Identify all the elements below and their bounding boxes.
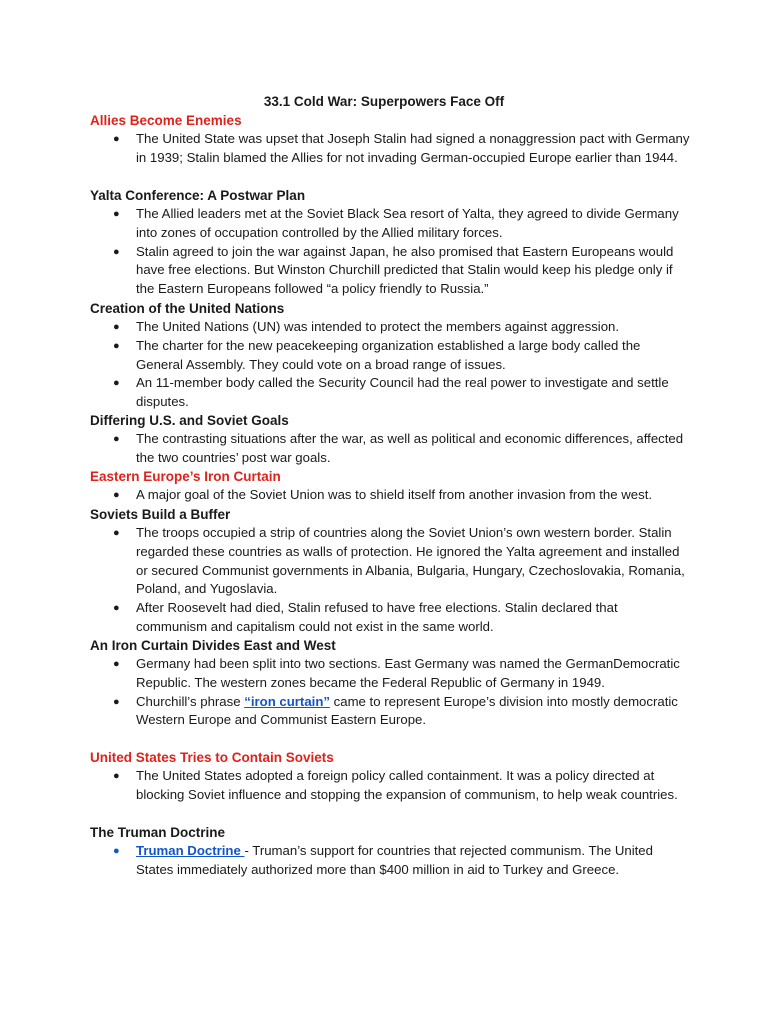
list-item xyxy=(90,318,690,337)
bullet-text: A major goal of the Soviet Union was to shield itself from another invasion from the west. xyxy=(136,487,653,502)
iron-curtain-link[interactable]: “iron curtain” xyxy=(244,693,330,709)
bullet-icon: ● xyxy=(113,208,120,220)
section-heading: Allies Become Enemies xyxy=(90,113,242,128)
bullet-list xyxy=(90,524,690,637)
bullet-icon: ● xyxy=(113,433,120,445)
list-item xyxy=(90,205,690,243)
bullet-list xyxy=(90,205,690,299)
section-heading: An Iron Curtain Divides East and West xyxy=(90,638,336,653)
section-iron-curtain-divides xyxy=(90,636,690,730)
bullet-text: After Roosevelt had died, Stalin refused to have free elections. Stalin declared that communism and capitalism could not exist in the same world. xyxy=(136,600,618,634)
section-differing-goals xyxy=(90,411,690,468)
section-iron-curtain xyxy=(90,467,690,505)
section-truman-doctrine xyxy=(90,823,690,880)
bullet-text: - Truman’s support for countries that rejected communism. The United States immediately authorized more than $400 million in aid to Turkey and Greece. xyxy=(136,843,653,877)
list-item xyxy=(90,767,690,805)
list-item xyxy=(90,842,690,880)
section-heading: United States Tries to Contain Soviets xyxy=(90,750,334,765)
bullet-prefix: Churchill’s phrase xyxy=(136,693,245,709)
bullet-text: The troops occupied a strip of countries along the Soviet Union’s own western border. Stalin regarded these countries as walls of protection. He ignored the Yalta agreement and installed or secured Communist governments in Albania, Bulgaria, Hungary, Czechoslovakia, Romania, Poland, and Yugoslavia. xyxy=(136,525,685,597)
section-us-contain-soviets xyxy=(90,748,690,805)
page-title: 33.1 Cold War: Superpowers Face Off xyxy=(263,94,505,109)
section-heading: Eastern Europe’s Iron Curtain xyxy=(90,469,281,484)
bullet-icon: ● xyxy=(113,695,120,708)
bullet-text: The United Nations (UN) was intended to protect the members against aggression. xyxy=(136,319,620,334)
bullet-icon: ● xyxy=(113,245,120,258)
section-heading: Soviets Build a Buffer xyxy=(90,507,231,522)
list-item xyxy=(90,243,690,299)
section-soviets-build-buffer xyxy=(90,505,690,637)
bullet-list xyxy=(90,842,690,880)
bullet-text: came to represent Europe’s division into mostly democratic Western Europe and Communist Eastern Europe. xyxy=(136,693,678,728)
bullet-icon: ● xyxy=(113,133,120,145)
bullet-icon: ● xyxy=(113,845,120,857)
section-creation-of-united-nations xyxy=(90,299,690,412)
bullet-list xyxy=(90,130,690,168)
bullet-list xyxy=(90,767,690,805)
bullet-text: Stalin agreed to join the war against Japan, he also promised that Eastern Europeans would have free elections. But Winston Churchill predicted that Stalin would keep his pledge only if the Eastern Europeans followed “a policy friendly to Russia.” xyxy=(136,243,674,297)
bullet-icon: ● xyxy=(113,770,120,782)
list-item xyxy=(90,599,690,637)
bullet-text: The contrasting situations after the war, as well as political and economic differences, affected the two countries’ post war goals. xyxy=(136,431,684,465)
bullet-list xyxy=(90,655,690,730)
bullet-icon: ● xyxy=(113,377,120,390)
bullet-icon: ● xyxy=(113,321,120,333)
section-heading: The Truman Doctrine xyxy=(90,825,226,840)
list-item xyxy=(90,130,690,168)
list-item xyxy=(90,430,690,468)
section-heading: Differing U.S. and Soviet Goals xyxy=(90,413,289,428)
bullet-list xyxy=(90,318,690,412)
list-item xyxy=(90,337,690,375)
section-yalta-conference xyxy=(90,186,690,299)
list-item xyxy=(90,524,690,599)
bullet-text: An 11-member body called the Security Council had the real power to investigate and settle disputes. xyxy=(136,375,669,410)
bullet-icon: ● xyxy=(113,602,120,615)
bullet-text: The United State was upset that Joseph Stalin had signed a nonaggression pact with Germany in 1939; Stalin blamed the Allies for not invading German-occupied Europe earlier than 1944. xyxy=(136,131,690,165)
section-heading: Creation of the United Nations xyxy=(90,301,285,316)
bullet-text: Germany had been split into two sections. East Germany was named the GermanDemocratic Republic. The western zones became the Federal Republic of Germany in 1949. xyxy=(136,656,680,690)
truman-doctrine-link[interactable]: Truman Doctrine xyxy=(136,843,245,858)
list-item xyxy=(90,486,690,505)
bullet-icon: ● xyxy=(113,339,120,352)
list-item xyxy=(90,655,690,693)
bullet-icon: ● xyxy=(113,527,120,539)
bullet-text: The United States adopted a foreign policy called containment. It was a policy directed at blocking Soviet influence and stopping the expansion of communism, to help weak countries. xyxy=(136,768,678,802)
bullet-text: The Allied leaders met at the Soviet Black Sea resort of Yalta, they agreed to divide Germany into zones of occupation controlled by the Allied military forces. xyxy=(136,206,679,240)
bullet-icon: ● xyxy=(113,658,120,670)
bullet-icon: ● xyxy=(113,489,120,501)
list-item xyxy=(90,693,690,731)
section-heading: Yalta Conference: A Postwar Plan xyxy=(90,188,306,203)
bullet-list xyxy=(90,430,690,468)
bullet-list xyxy=(90,486,690,505)
bullet-text: The charter for the new peacekeeping organization established a large body called the General Assembly. They could vote on a broad range of issues. xyxy=(136,337,641,372)
list-item xyxy=(90,374,690,412)
section-allies-become-enemies xyxy=(90,111,690,168)
